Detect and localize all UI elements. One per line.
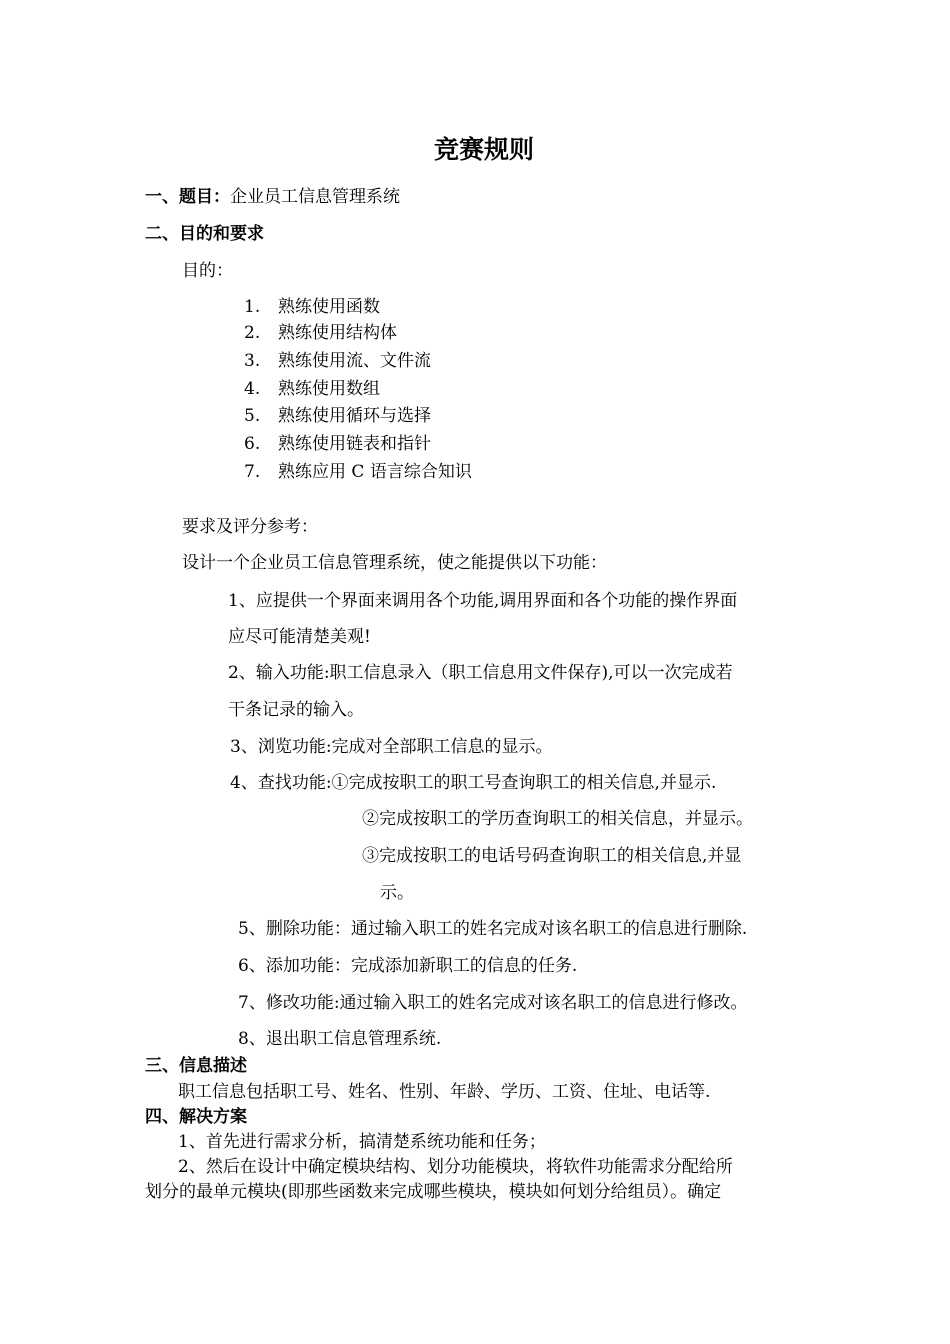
requirement-line: 3、浏览功能:完成对全部职工信息的显示。 [230,737,553,757]
purpose-item-number: 1. [244,297,261,317]
purpose-item-text: 熟练使用循环与选择 [278,406,431,426]
section-4-line: 1、首先进行需求分析，搞清楚系统功能和任务； [178,1132,546,1152]
section-3-text: 职工信息包括职工号、姓名、性别、年龄、学历、工资、住址、电话等. [178,1082,711,1102]
purpose-item [244,350,431,372]
section-1-label: 一、题目： [145,187,230,207]
section-1 [145,186,400,208]
requirements-intro: 设计一个企业员工信息管理系统，使之能提供以下功能： [182,553,607,573]
purpose-item [244,322,397,344]
requirement-line: 4、查找功能:①完成按职工的职工号查询职工的相关信息,并显示. [230,773,717,793]
requirement-line: 6、添加功能：完成添加新职工的信息的任务. [238,956,578,976]
section-4-line: 2、然后在设计中确定模块结构、划分功能模块，将软件功能需求分配给所 [178,1157,733,1177]
requirement-line: 1、应提供一个界面来调用各个功能,调用界面和各个功能的操作界面 [228,591,738,611]
purpose-item [244,433,431,455]
requirements-label: 要求及评分参考： [182,517,318,537]
purpose-item-number: 4. [244,379,261,399]
page-title: 竞赛规则 [434,135,535,164]
section-1-text: 企业员工信息管理系统 [230,187,400,207]
requirement-line: 8、退出职工信息管理系统. [238,1029,442,1049]
section-4-line: 划分的最单元模块(即那些函数来完成哪些模块，模块如何划分给组员）。确定 [145,1182,722,1202]
requirement-line: ③完成按职工的电话号码查询职工的相关信息,并显 [362,846,742,866]
purpose-item-text: 熟练使用链表和指针 [278,434,431,454]
purpose-item-text: 熟练使用结构体 [278,323,397,343]
requirement-line: 7、修改功能:通过输入职工的姓名完成对该名职工的信息进行修改。 [238,993,748,1013]
requirement-line: ②完成按职工的学历查询职工的相关信息，并显示。 [362,809,753,829]
purpose-label: 目的： [182,261,233,281]
section-2-heading: 二、目的和要求 [145,224,264,244]
section-3-heading: 三、信息描述 [145,1056,247,1076]
purpose-item-number: 7. [244,462,261,482]
purpose-item-text: 熟练使用流、文件流 [278,351,431,371]
requirement-line: 2、输入功能:职工信息录入（职工信息用文件保存),可以一次完成若 [228,663,733,683]
purpose-item-number: 3. [244,351,261,371]
purpose-item-text: 熟练使用函数 [278,297,380,317]
requirement-line: 应尽可能清楚美观! [228,627,371,647]
requirement-line: 干条记录的输入。 [228,700,364,720]
purpose-item-number: 6. [244,434,261,454]
purpose-item-number: 2. [244,323,261,343]
section-4-heading: 四、解决方案 [145,1107,247,1127]
purpose-item-text: 熟练使用数组 [278,379,380,399]
purpose-item [244,378,380,400]
purpose-item-text: 熟练应用 C 语言综合知识 [278,462,472,482]
purpose-item [244,461,472,483]
purpose-item-number: 5. [244,406,261,426]
requirement-line: 5、删除功能：通过输入职工的姓名完成对该名职工的信息进行删除. [238,919,748,939]
requirement-line: 示。 [380,883,414,903]
purpose-item [244,296,380,318]
purpose-item [244,405,431,427]
